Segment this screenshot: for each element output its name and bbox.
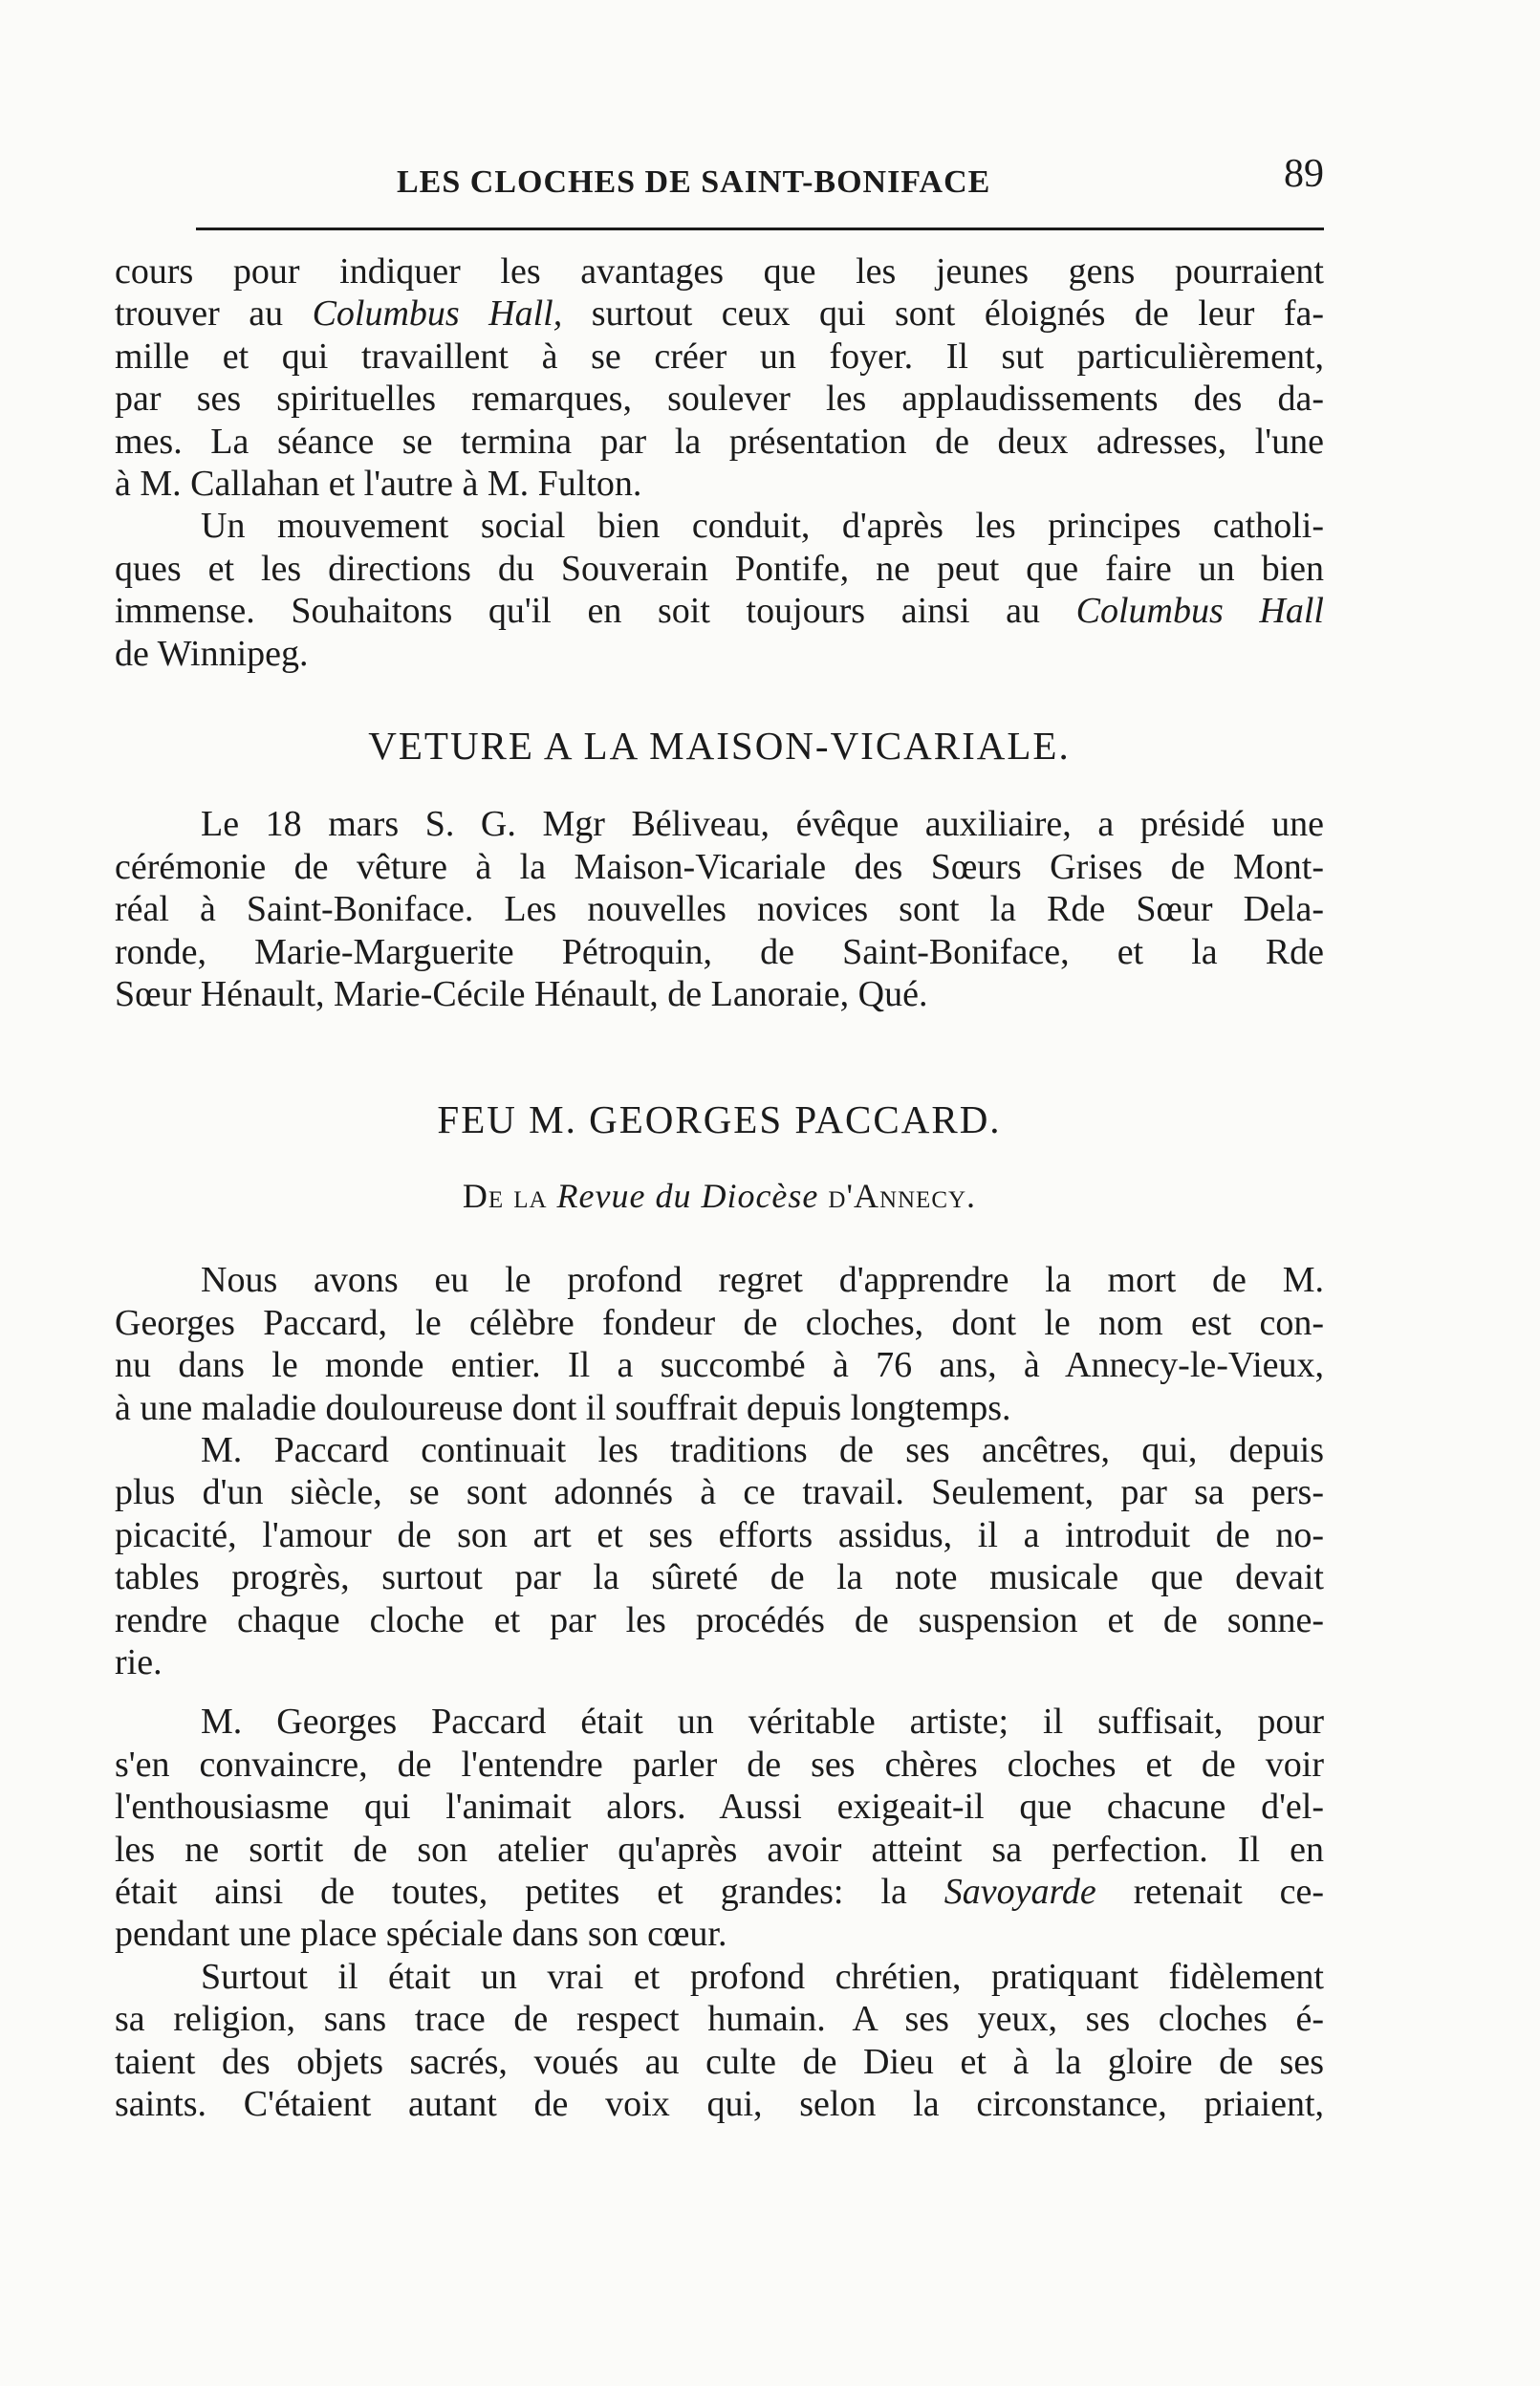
page-body <box>115 250 1324 2125</box>
section-title-veture: VETURE A LA MAISON-VICARIALE. <box>368 725 1071 768</box>
header-rule <box>196 228 1324 230</box>
paragraph-veture <box>115 803 1324 1015</box>
text-line: immense. Souhaitons qu'il en soit toujours ainsi au Columbus Hall <box>115 591 1324 632</box>
paragraph-paccard-traditions <box>115 1429 1324 1683</box>
running-title: LES CLOCHES DE SAINT-BONIFACE <box>397 164 991 200</box>
byline-revue-du-diocese: De la Revue du Diocèse d'Annecy. <box>462 1176 977 1215</box>
text-line: saints. C'étaient autant de voix qui, selon la circonstance, priaient, <box>115 2084 1324 2125</box>
page-number: 89 <box>1284 152 1324 196</box>
text-line: par ses spirituelles remarques, soulever les applaudissements des da- <box>115 379 1324 420</box>
journal-title-italic: Revue du Diocèse <box>556 1176 819 1215</box>
text-line: mes. La séance se termina par la présentation de deux adresses, l'une <box>115 421 1324 462</box>
text-line: Le 18 mars S. G. Mgr Béliveau, évêque auxiliaire, a présidé une <box>201 804 1324 845</box>
text-line: s'en convaincre, de l'entendre parler de ses chères cloches et de voir <box>115 1744 1324 1785</box>
text-line: mille et qui travaillent à se créer un foyer. Il sut particulièrement, <box>115 336 1324 377</box>
text-line: Un mouvement social bien conduit, d'après les principes catholi- <box>201 506 1324 547</box>
paragraph-paccard-death <box>115 1259 1324 1429</box>
text-line: pendant une place spéciale dans son cœur. <box>115 1914 727 1955</box>
text-line: rendre chaque cloche et par les procédés de suspension et de sonne- <box>115 1599 1324 1640</box>
text-line: cours pour indiquer les avantages que les jeunes gens pourraient <box>115 251 1324 292</box>
text-line: cérémonie de vêture à la Maison-Vicariale des Sœurs Grises de Mont- <box>115 846 1324 887</box>
text-line: à M. Callahan et l'autre à M. Fulton. <box>115 464 642 505</box>
text-line: sa religion, sans trace de respect humain. A ses yeux, ses cloches é- <box>115 1999 1324 2040</box>
paragraph-columbus-hall-speech <box>115 250 1324 505</box>
text-line: nu dans le monde entier. Il a succombé à 76 ans, à Annecy-le-Vieux, <box>115 1345 1324 1386</box>
text-line: rie. <box>115 1641 163 1682</box>
text-line: tables progrès, surtout par la sûreté de la note musicale que devait <box>115 1557 1324 1598</box>
columbus-hall-italic: Columbus Hall <box>1075 591 1324 632</box>
columbus-hall-italic: Columbus Hall, <box>312 293 563 335</box>
text-line: l'enthousiasme qui l'animait alors. Aussi exigeait-il que chacune d'el- <box>115 1787 1324 1828</box>
text-line: trouver au Columbus Hall, surtout ceux qui sont éloignés de leur fa- <box>115 293 1324 335</box>
text-line: ronde, Marie-Marguerite Pétroquin, de Saint-Boniface, et la Rde <box>115 931 1324 972</box>
text-line: taient des objets sacrés, voués au culte de Dieu et à la gloire de ses <box>115 2041 1324 2082</box>
text-line: réal à Saint-Boniface. Les nouvelles novices sont la Rde Sœur Dela- <box>115 889 1324 930</box>
text-line: les ne sortit de son atelier qu'après avoir atteint sa perfection. Il en <box>115 1829 1324 1870</box>
text-line: Nous avons eu le profond regret d'apprendre la mort de M. <box>201 1260 1324 1301</box>
text-line: M. Paccard continuait les traditions de ses ancêtres, qui, depuis <box>201 1429 1324 1470</box>
text-line: Georges Paccard, le célèbre fondeur de cloches, dont le nom est con- <box>115 1302 1324 1343</box>
text-line: picacité, l'amour de son art et ses efforts assidus, il a introduit de no- <box>115 1514 1324 1555</box>
page-header <box>196 143 1324 210</box>
savoyarde-italic: Savoyarde <box>944 1872 1096 1912</box>
text-line: ques et les directions du Souverain Pontife, ne peut que faire un bien <box>115 548 1324 589</box>
section-title-paccard: FEU M. GEORGES PACCARD. <box>437 1097 1002 1140</box>
paragraph-social-movement <box>115 505 1324 675</box>
text-line: plus d'un siècle, se sont adonnés à ce travail. Seulement, par sa pers- <box>115 1472 1324 1513</box>
text-line: de Winnipeg. <box>115 633 309 674</box>
text-line: M. Georges Paccard était un véritable artiste; il suffisait, pour <box>201 1702 1324 1743</box>
text-line: Surtout il était un vrai et profond chrétien, pratiquant fidèlement <box>201 1956 1324 1997</box>
text-line: à une maladie douloureuse dont il souffrait depuis longtemps. <box>115 1387 1011 1428</box>
text-line: Sœur Hénault, Marie-Cécile Hénault, de Lanoraie, Qué. <box>115 974 928 1015</box>
text-line: était ainsi de toutes, petites et grandes: la Savoyarde retenait ce- <box>115 1872 1324 1912</box>
paragraph-paccard-christian <box>115 1956 1324 2126</box>
paragraph-paccard-artist <box>115 1701 1324 1955</box>
